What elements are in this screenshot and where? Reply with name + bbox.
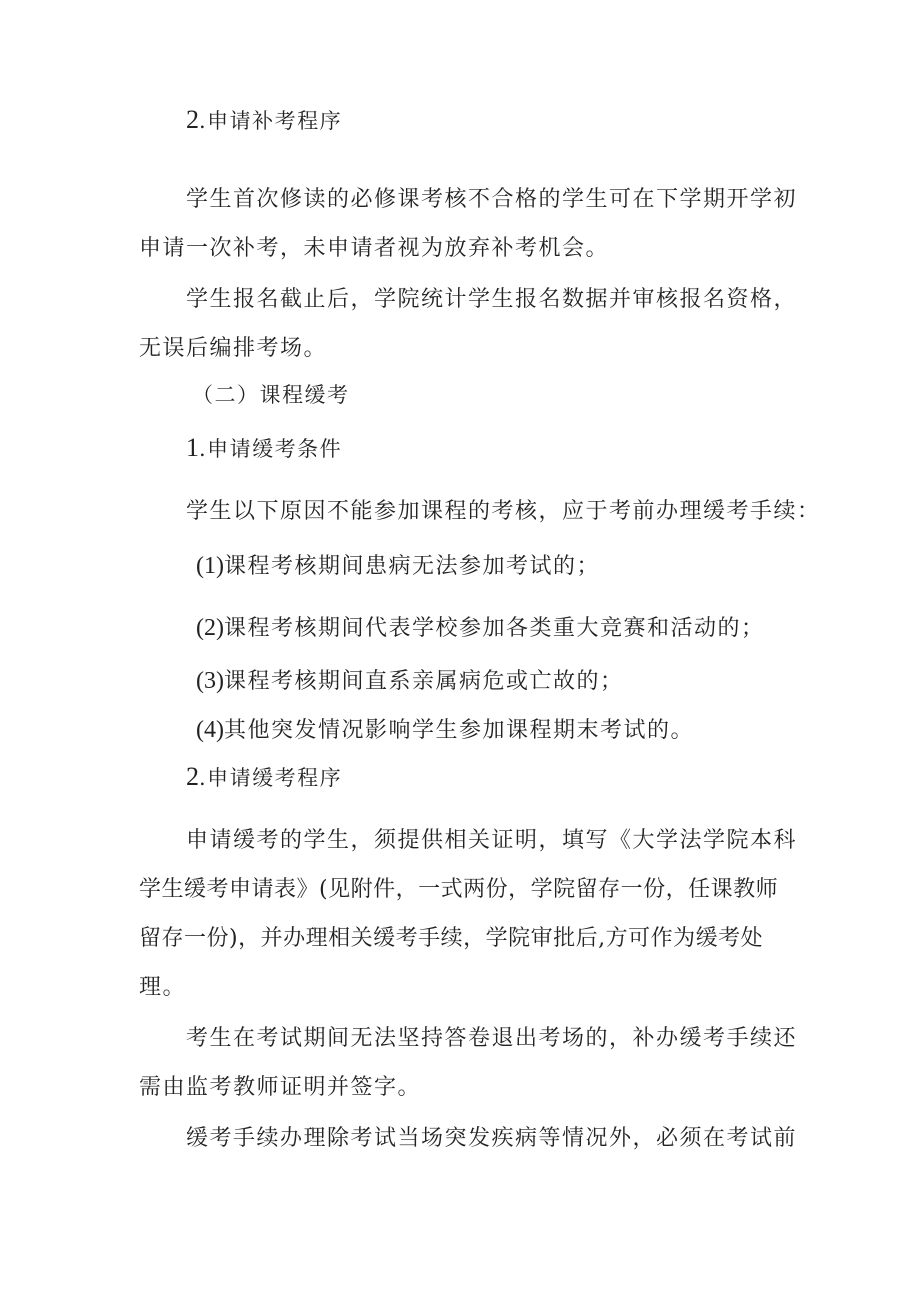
- list-item: [196, 666, 624, 697]
- paragraph-makeup-eligibility-line-2: 申请一次补考，未申请者视为放弃补考机会。: [139, 236, 610, 261]
- heading-text: .申请补考程序: [199, 109, 343, 133]
- list-item-number: (1): [196, 553, 224, 579]
- paragraph-registration-line-1: 学生报名截止后，学院统计学生报名数据并审核报名资格，: [186, 287, 798, 312]
- heading-number: 2: [186, 105, 199, 134]
- list-item-text: 课程考核期间患病无法参加考试的；: [223, 554, 600, 579]
- list-item-text: 课程考核期间直系亲属病危或亡故的；: [223, 669, 624, 694]
- paragraph-deferral-deadline-line-1: 缓考手续办理除考试当场突发疾病等情况外，必须在考试前: [186, 1126, 798, 1151]
- list-item-number: (4): [196, 717, 224, 743]
- list-item-number: (3): [196, 668, 224, 694]
- paragraph-deferral-application-line-1: 申请缓考的学生，须提供相关证明，填写《大学法学院本科: [186, 828, 798, 853]
- paragraph-registration-line-2: 无误后编排考场。: [139, 336, 328, 361]
- paragraph-exam-withdrawal-line-1: 考生在考试期间无法坚持答卷退出考场的，补办缓考手续还: [186, 1026, 798, 1051]
- list-item-text: 课程考核期间代表学校参加各类重大竞赛和活动的；: [223, 616, 765, 641]
- heading-number: 1: [186, 433, 199, 462]
- heading-apply-makeup-procedure: [186, 105, 342, 137]
- list-item-text: 其他突发情况影响学生参加课程期末考试的。: [223, 718, 694, 743]
- list-item-number: (2): [196, 615, 224, 641]
- paragraph-deferral-application-line-2: 学生缓考申请表》(见附件，一式两份，学院留存一份，任课教师: [139, 877, 779, 902]
- paragraph-deferral-application-line-4: 理。: [139, 975, 187, 1000]
- paragraph-exam-withdrawal-line-2: 需由监考教师证明并签字。: [139, 1075, 422, 1100]
- paragraph-deferral-reasons-intro: 学生以下原因不能参加课程的考核，应于考前办理缓考手续：: [186, 499, 821, 524]
- list-item: [196, 551, 600, 582]
- heading-number: 2: [186, 762, 199, 791]
- heading-deferral-conditions: [186, 433, 342, 465]
- heading-text: .申请缓考程序: [199, 766, 343, 790]
- list-item: [196, 715, 694, 746]
- heading-text: .申请缓考条件: [199, 437, 343, 461]
- section-heading-course-deferral: （二）课程缓考: [192, 383, 350, 407]
- paragraph-deferral-application-line-3: 留存一份)，并办理相关缓考手续，学院审批后,方可作为缓考处: [139, 926, 764, 951]
- list-item: [196, 613, 765, 644]
- paragraph-makeup-eligibility-line-1: 学生首次修读的必修课考核不合格的学生可在下学期开学初: [186, 187, 798, 212]
- heading-deferral-procedure: [186, 762, 342, 794]
